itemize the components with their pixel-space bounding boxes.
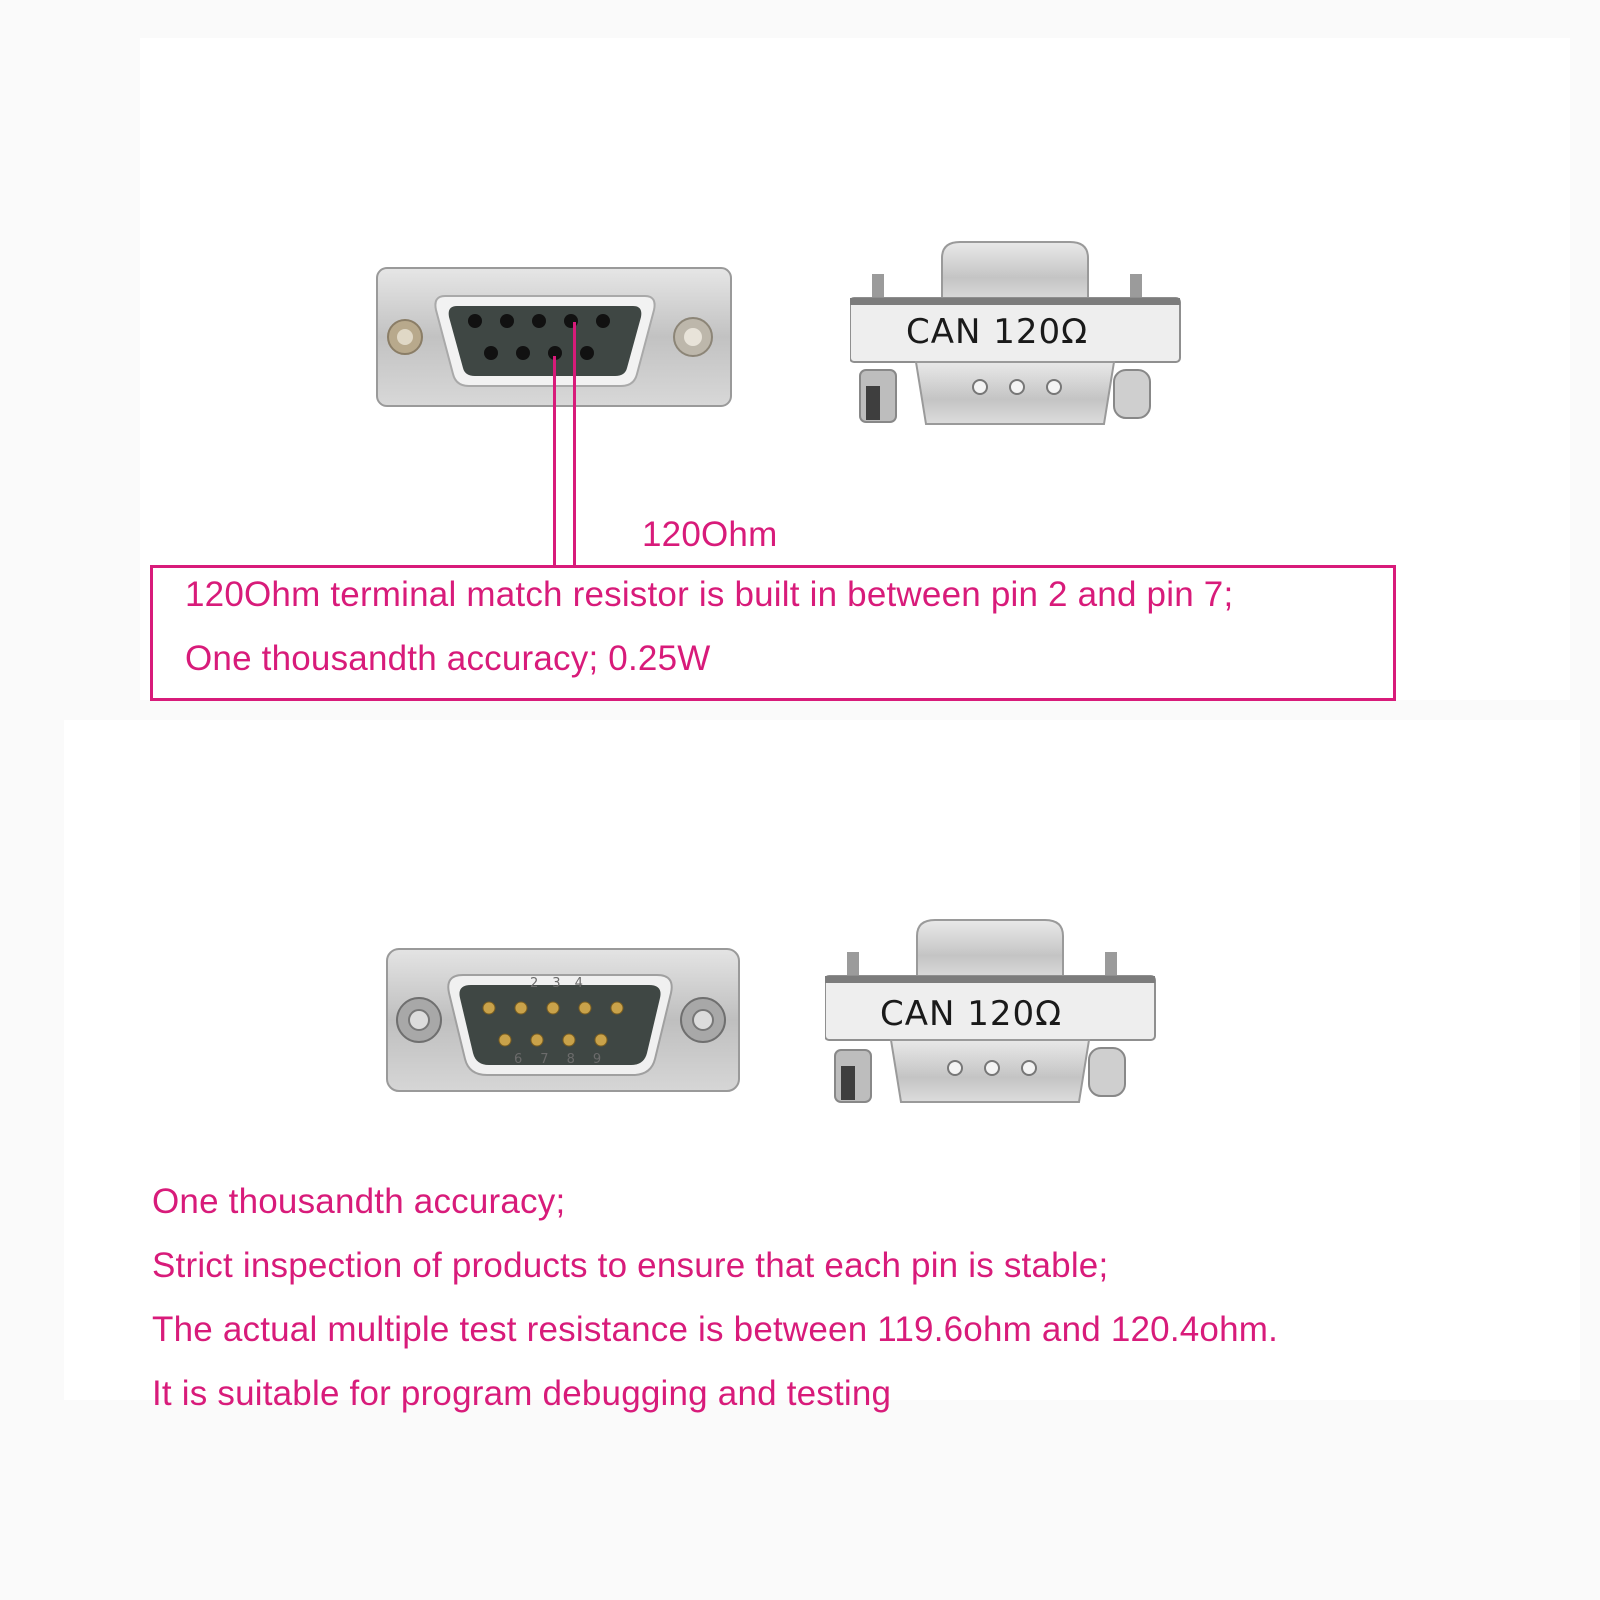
bottom-photo-panel (64, 720, 1580, 1400)
feature-line-1: One thousandth accuracy; (152, 1182, 566, 1221)
resistor-value-label: 120Ohm (642, 515, 778, 554)
spec-line-1: 120Ohm terminal match resistor is built in between pin 2 and pin 7; (185, 575, 1234, 614)
feature-line-2: Strict inspection of products to ensure that each pin is stable; (152, 1246, 1109, 1285)
can-120-label: CAN 120Ω (906, 312, 1089, 352)
pin-numbers-bottom-row: 6789 (514, 1052, 620, 1067)
feature-line-3: The actual multiple test resistance is between 119.6ohm and 120.4ohm. (152, 1310, 1279, 1349)
spec-line-2: One thousandth accuracy; 0.25W (185, 639, 711, 678)
feature-line-4: It is suitable for program debugging and testing (152, 1374, 892, 1413)
pin-numbers-top-row: 234 (530, 976, 597, 991)
resistor-wire-pin2 (573, 322, 576, 566)
resistor-wire-pin7 (553, 356, 556, 566)
db9-male-connector-photo (385, 945, 745, 1095)
can-120-label-bottom: CAN 120Ω (880, 994, 1063, 1034)
